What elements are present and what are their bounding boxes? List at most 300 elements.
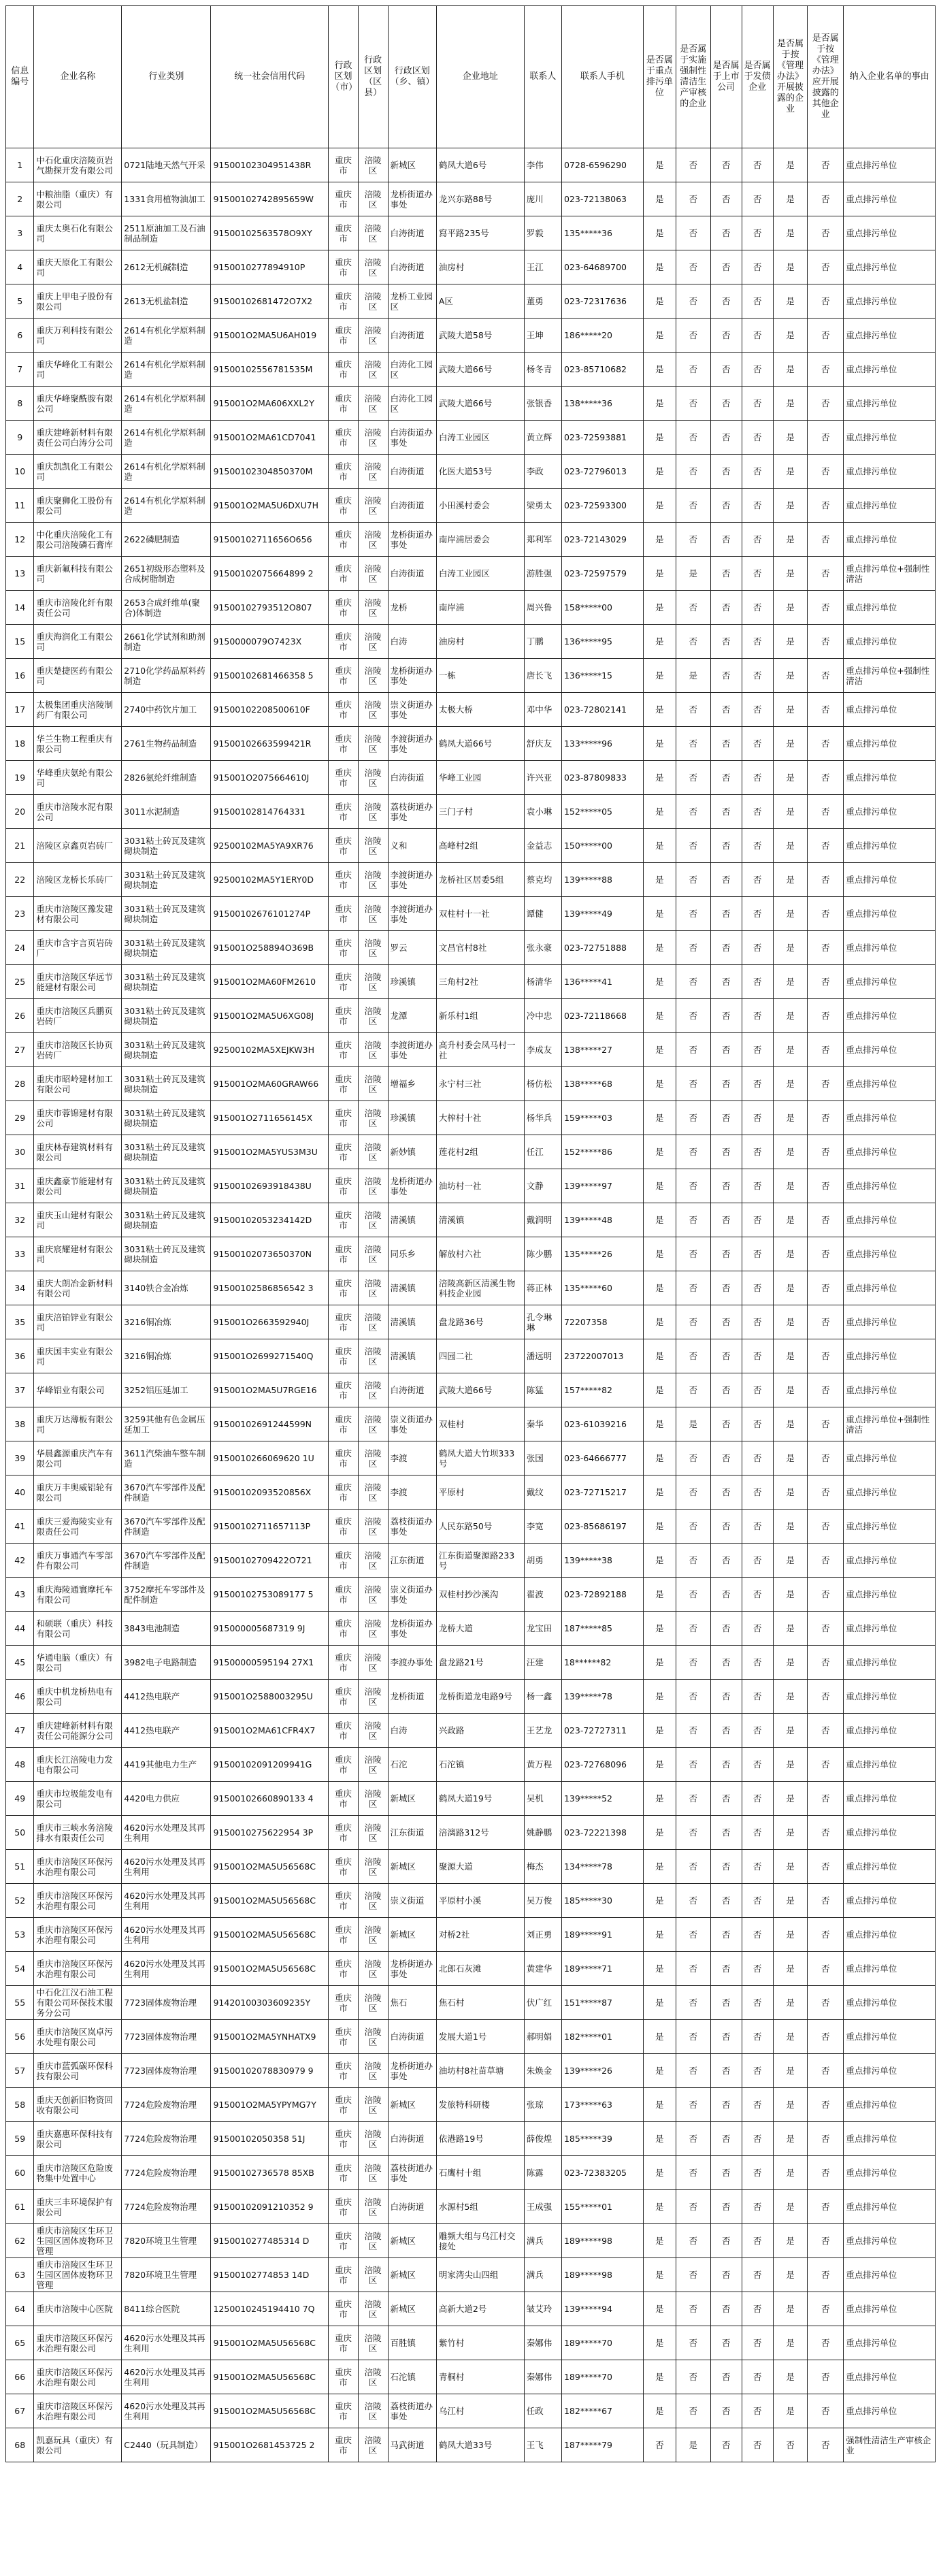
table-cell: 和硕联（重庆）科技有限公司 [34,1612,122,1646]
table-cell: 重点排污单位 [844,2258,936,2292]
table-cell: 涪陵区 [358,557,388,591]
table-cell: 28 [6,1067,34,1101]
table-row [6,2394,936,2428]
table-cell: 涪陵区 [358,1510,388,1544]
table-cell: 否 [742,2360,773,2394]
table-cell: 是 [773,1271,808,1305]
table-cell: 否 [710,2394,742,2428]
table-cell: 丁鹏 [524,625,561,659]
table-cell: 2614有机化学原料制造 [122,353,211,387]
table-cell: 否 [710,523,742,557]
table-cell: 39 [6,1441,34,1476]
table-cell: 3259其他有色金属压延加工 [122,1407,211,1441]
table-cell: 涪陵区 [358,931,388,965]
table-cell: 否 [676,1373,710,1407]
table-row [6,1850,936,1884]
table-cell: 陈少鹏 [524,1237,561,1271]
table-cell: 915001O2075664610J [211,761,329,795]
table-cell: 鹤凤大道33号 [436,2428,524,2462]
table-cell: 68 [6,2428,34,2462]
table-cell: 重庆华峰聚酰胺有限公司 [34,387,122,421]
table-cell: 否 [742,1680,773,1714]
table-cell: 重点排污单位 [844,1339,936,1373]
table-cell: 否 [742,489,773,523]
table-cell: 4620污水处理及其再生利用 [122,2360,211,2394]
table-cell: 陈露 [524,2156,561,2190]
table-cell: 龙桥工业园区 [388,284,436,319]
table-cell: 否 [742,2326,773,2360]
table-cell: 否 [710,1203,742,1237]
table-cell: 否 [808,625,844,659]
table-cell: 是 [676,557,710,591]
table-cell: 戴润明 [524,1203,561,1237]
table-cell: 否 [742,2156,773,2190]
table-cell: 否 [710,353,742,387]
table-cell: 182*****67 [561,2394,643,2428]
table-cell: 涪陵区 [358,1135,388,1169]
table-cell: 否 [808,1612,844,1646]
table-cell: 否 [742,863,773,897]
table-cell: 91500102681466358 5 [211,659,329,693]
table-cell: 否 [676,795,710,829]
table-cell: 否 [742,557,773,591]
table-cell: 7724危险废物治理 [122,2088,211,2122]
table-cell: 否 [808,2360,844,2394]
table-row [6,591,936,625]
table-cell: 涪陵区 [358,1407,388,1441]
table-cell: 58 [6,2088,34,2122]
table-cell: 清溪镇 [388,1271,436,1305]
table-cell: 136*****41 [561,965,643,999]
table-cell: 7724危险废物治理 [122,2122,211,2156]
table-cell: 重点排污单位 [844,523,936,557]
table-cell: 重庆市 [329,897,359,931]
table-cell: 南岸浦 [436,591,524,625]
table-cell: 915001O258894O369B [211,931,329,965]
table-cell: 155*****01 [561,2190,643,2224]
table-row [6,2088,936,2122]
column-header: 联系人 [524,6,561,148]
table-cell: 否 [808,1407,844,1441]
table-cell: 新城区 [388,2258,436,2292]
table-row [6,2054,936,2088]
table-cell: 否 [742,1952,773,1986]
table-cell: 是 [643,829,676,863]
table-cell: 重庆市 [329,999,359,1033]
table-cell: 重庆市 [329,591,359,625]
table-cell: 4420电力供应 [122,1782,211,1816]
table-cell: 重点排污单位 [844,148,936,182]
table-cell: 否 [808,965,844,999]
table-cell: 7724危险废物治理 [122,2190,211,2224]
table-cell: 158*****00 [561,591,643,625]
table-cell: 是 [773,2020,808,2054]
table-cell: 是 [643,1441,676,1476]
table-row [6,557,936,591]
table-cell: 涪陵区 [358,2258,388,2292]
column-header: 是否属于发债企业 [742,6,773,148]
table-cell: 是 [643,489,676,523]
table-cell: 重点排污单位 [844,319,936,353]
table-cell: 是 [773,1067,808,1101]
table-cell: 否 [676,1476,710,1510]
table-cell: 涪陵区 [358,1884,388,1918]
table-cell: 135*****60 [561,1271,643,1305]
table-cell: 否 [742,1714,773,1748]
table-cell: 重庆市 [329,761,359,795]
table-row [6,1135,936,1169]
table-cell: 023-72221398 [561,1816,643,1850]
table-cell: 是 [773,659,808,693]
table-cell: 是 [773,216,808,250]
table-cell: 否 [676,1816,710,1850]
table-cell: 重庆市 [329,1407,359,1441]
table-cell: 否 [742,795,773,829]
table-cell: 重点排污单位 [844,2122,936,2156]
table-cell: 是 [773,2326,808,2360]
table-cell: 涪陵区 [358,2326,388,2360]
table-cell: 涪陵区 [358,319,388,353]
table-cell: 2653合成纤维单(聚合)体制造 [122,591,211,625]
table-cell: 黄立辉 [524,421,561,455]
table-cell: 915001O2MA5YNHATX9 [211,2020,329,2054]
table-cell: 否 [710,727,742,761]
table-cell: 139*****26 [561,2054,643,2088]
table-cell: 明家湾尖山四组 [436,2258,524,2292]
table-cell: 否 [676,489,710,523]
table-cell: 是 [773,2190,808,2224]
table-cell: 白涛化工园区 [388,387,436,421]
table-cell: 李渡 [388,1441,436,1476]
table-cell: 11 [6,489,34,523]
table-cell: 小田溪村委会 [436,489,524,523]
table-cell: 否 [742,1101,773,1135]
table-row [6,1271,936,1305]
table-cell: 138*****27 [561,1033,643,1067]
table-cell: 白涛街道 [388,319,436,353]
table-cell: 66 [6,2360,34,2394]
table-cell: 否 [676,1952,710,1986]
table-row [6,2190,936,2224]
table-cell: 崇义街道办事处 [388,1578,436,1612]
table-cell: 是 [773,2088,808,2122]
table-cell: 鹤凤大道19号 [436,1782,524,1816]
table-cell: 涪陵区 [358,2360,388,2394]
table-cell: 翟波 [524,1578,561,1612]
table-cell: 否 [676,2122,710,2156]
table-row [6,2224,936,2258]
table-cell: 张琼 [524,2088,561,2122]
table-cell: 52 [6,1884,34,1918]
table-cell: 是 [773,2054,808,2088]
table-cell: 是 [643,1850,676,1884]
table-cell: 重庆市 [329,1544,359,1578]
table-cell: 150*****00 [561,829,643,863]
table-cell: 是 [773,1305,808,1339]
table-cell: 太极集团重庆涪陵制药厂有限公司 [34,693,122,727]
table-cell: 是 [773,2394,808,2428]
table-cell: 4620污水处理及其再生利用 [122,1850,211,1884]
table-cell: 是 [643,216,676,250]
table-cell: 否 [676,1612,710,1646]
table-cell: 否 [676,2020,710,2054]
table-cell: 3031粘土砖瓦及建筑砌块制造 [122,931,211,965]
table-cell: 否 [710,2122,742,2156]
table-cell: 否 [808,1305,844,1339]
table-cell: 023-72727311 [561,1714,643,1748]
table-cell: 重庆万利科技有限公司 [34,319,122,353]
table-cell: 油坊村一社 [436,1169,524,1203]
table-cell: 重庆国丰实业有限公司 [34,1339,122,1373]
table-cell: 重点排污单位 [844,216,936,250]
table-cell: 盘龙路21号 [436,1646,524,1680]
table-cell: 重点排污单位 [844,1169,936,1203]
table-cell: 138*****36 [561,387,643,421]
table-cell: 2 [6,182,34,216]
table-cell: 江东街道聚源路233号 [436,1544,524,1578]
table-cell: 139*****38 [561,1544,643,1578]
table-cell: 是 [643,1339,676,1373]
table-cell: 否 [676,2088,710,2122]
table-cell: 否 [676,727,710,761]
table-cell: 91500102681472O7X2 [211,284,329,319]
table-cell: 否 [676,897,710,931]
table-cell: 24 [6,931,34,965]
table-cell: 是 [643,2156,676,2190]
table-cell: 武陵大道58号 [436,319,524,353]
table-cell: 是 [773,1237,808,1271]
table-cell: 91500102709422O721 [211,1544,329,1578]
table-cell: 48 [6,1748,34,1782]
table-cell: 否 [710,2190,742,2224]
table-cell: 黄万程 [524,1748,561,1782]
table-cell: 重庆建峰新材料有限责任公司能源分公司 [34,1714,122,1748]
table-cell: 龙桥 [388,591,436,625]
table-cell: 7820环境卫生管理 [122,2258,211,2292]
table-cell: 李渡办事处 [388,1646,436,1680]
table-cell: 023-72768096 [561,1748,643,1782]
table-row [6,455,936,489]
table-cell: 否 [676,2292,710,2326]
table-cell: 重点排污单位 [844,1748,936,1782]
table-cell: 否 [676,2258,710,2292]
table-cell: 是 [773,965,808,999]
table-cell: 否 [808,1816,844,1850]
table-cell: 否 [808,1918,844,1952]
table-cell: 65 [6,2326,34,2360]
table-cell: 8411综合医院 [122,2292,211,2326]
table-cell: 梁勇太 [524,489,561,523]
table-cell: 重点排污单位 [844,1578,936,1612]
table-cell: 3031粘土砖瓦及建筑砌块制造 [122,829,211,863]
table-cell: 32 [6,1203,34,1237]
table-cell: 是 [773,1748,808,1782]
table-cell: 否 [808,1952,844,1986]
table-cell: 否 [710,1237,742,1271]
table-cell: 新城区 [388,1782,436,1816]
table-cell: 重点排污单位 [844,250,936,284]
table-cell: C2440（玩具制造） [122,2428,211,2462]
table-cell: 重庆中机龙桥热电有限公司 [34,1680,122,1714]
table-cell: 否 [742,1986,773,2020]
table-cell: 否 [808,2258,844,2292]
table-cell: 清溪镇 [436,1203,524,1237]
table-cell: 是 [643,148,676,182]
table-cell: 是 [773,761,808,795]
table-cell: 涪陵区 [358,2190,388,2224]
table-cell: 是 [643,2054,676,2088]
table-cell: 重点排污单位 [844,2088,936,2122]
table-cell: 重点排污单位 [844,421,936,455]
table-cell: 涪陵区 [358,1441,388,1476]
table-cell: 义和 [388,829,436,863]
table-cell: 涪陵区 [358,455,388,489]
table-cell: 重庆市 [329,182,359,216]
table-cell: 否 [710,1748,742,1782]
table-cell: 涪陵区 [358,1850,388,1884]
table-cell: 否 [676,1986,710,2020]
table-cell: 否 [808,1884,844,1918]
table-cell: 百胜镇 [388,2326,436,2360]
table-cell: 重庆市 [329,387,359,421]
table-cell: 新城区 [388,148,436,182]
table-cell: 91500102304951438R [211,148,329,182]
table-cell: 重点排污单位 [844,1101,936,1135]
table-cell: 否 [676,284,710,319]
table-cell: 6 [6,319,34,353]
table-cell: 否 [808,1986,844,2020]
table-cell: 重点排污单位 [844,2326,936,2360]
table-cell: 张银香 [524,387,561,421]
table-cell: 91500102742895659W [211,182,329,216]
table-cell: 91500102793512O807 [211,591,329,625]
table-cell: 是 [773,829,808,863]
table-cell: 是 [643,284,676,319]
table-cell: 杨冬青 [524,353,561,387]
table-cell: 是 [643,1101,676,1135]
table-row [6,1646,936,1680]
table-cell: 3011水泥制造 [122,795,211,829]
table-cell: 龙宝田 [524,1612,561,1646]
table-header [6,6,936,148]
table-cell: 是 [773,1850,808,1884]
table-cell: 否 [808,727,844,761]
table-row [6,1373,936,1407]
table-cell: 否 [676,1578,710,1612]
table-cell: 涪陵区 [358,965,388,999]
column-header: 企业地址 [436,6,524,148]
table-cell: 龙桥街道办事处 [388,2054,436,2088]
column-header: 行业类别 [122,6,211,148]
table-cell: 张国 [524,1441,561,1476]
table-cell: 16 [6,659,34,693]
table-cell: 涪陵区 [358,1305,388,1339]
table-cell: 清溪镇 [388,1203,436,1237]
table-cell: 否 [742,148,773,182]
table-cell: 涪陵区 [358,2394,388,2428]
table-cell: 否 [808,2020,844,2054]
table-cell: 否 [710,2326,742,2360]
table-cell: 重庆市 [329,795,359,829]
table-cell: 是 [773,931,808,965]
table-cell: 1331食用植物油加工 [122,182,211,216]
table-cell: 李渡街道办事处 [388,863,436,897]
table-cell: 2761生物药品制造 [122,727,211,761]
table-cell: 否 [710,2292,742,2326]
table-cell: 否 [710,1271,742,1305]
table-cell: 915001O2MA5U6XG08J [211,999,329,1033]
table-row [6,1952,936,1986]
table-cell: 荔枝街道办事处 [388,2394,436,2428]
table-cell: 3031粘土砖瓦及建筑砌块制造 [122,1067,211,1101]
table-cell: 2614有机化学原料制造 [122,319,211,353]
table-cell: 是 [773,863,808,897]
table-cell: 戴纹 [524,1476,561,1510]
table-cell: 王成强 [524,2190,561,2224]
table-cell: 否 [742,2428,773,2462]
table-cell: 是 [643,659,676,693]
table-cell: 否 [742,1850,773,1884]
table-cell: 龙桥大道 [436,1612,524,1646]
table-cell: 崇义街道 [388,1884,436,1918]
table-cell: 重庆市 [329,1986,359,2020]
table-row [6,2360,936,2394]
table-cell: 5 [6,284,34,319]
table-cell: 发展大道1号 [436,2020,524,2054]
table-cell: 915001O2MA606XXL2Y [211,387,329,421]
table-cell: 否 [676,455,710,489]
table-cell: 涪陵区 [358,1714,388,1748]
table-cell: 龙桥街道办事处 [388,182,436,216]
table-cell: 59 [6,2122,34,2156]
table-cell: 否 [676,761,710,795]
table-cell: 李宽 [524,1510,561,1544]
table-cell: 重庆市 [329,2224,359,2258]
table-cell: 白涛街道办事处 [388,421,436,455]
table-cell: 江东街道 [388,1544,436,1578]
table-cell: 是 [773,421,808,455]
column-header: 是否属于按《管理办法》应开展披露的其他企业 [808,6,844,148]
table-cell: 4620污水处理及其再生利用 [122,1918,211,1952]
table-cell: 王坤 [524,319,561,353]
table-cell: 915001O2MA5U56568C [211,1952,329,1986]
table-cell: 133*****96 [561,727,643,761]
table-cell: 否 [676,1884,710,1918]
table-cell: 19 [6,761,34,795]
table-cell: 重庆市涪陵区豫发建材有限公司 [34,897,122,931]
table-cell: 是 [773,489,808,523]
column-header: 是否属于上市公司 [710,6,742,148]
table-cell: 满兵 [524,2258,561,2292]
table-cell: 重点排污单位 [844,693,936,727]
table-cell: 否 [808,2190,844,2224]
table-cell: 3031粘土砖瓦及建筑砌块制造 [122,1033,211,1067]
table-cell: 涪陵区 [358,659,388,693]
table-cell: 重点排污单位+强制性清洁 [844,557,936,591]
table-cell: 139*****49 [561,897,643,931]
table-cell: 重庆市涪陵区环保污水治理有限公司 [34,1952,122,1986]
table-row [6,148,936,182]
table-cell: 2614有机化学原料制造 [122,455,211,489]
table-cell: 是 [773,284,808,319]
table-cell: 否 [710,999,742,1033]
table-cell: 否 [710,659,742,693]
table-cell: 否 [643,2428,676,2462]
table-row [6,250,936,284]
table-cell: 是 [676,659,710,693]
table-cell: 重点排污单位 [844,863,936,897]
table-cell: 是 [773,693,808,727]
